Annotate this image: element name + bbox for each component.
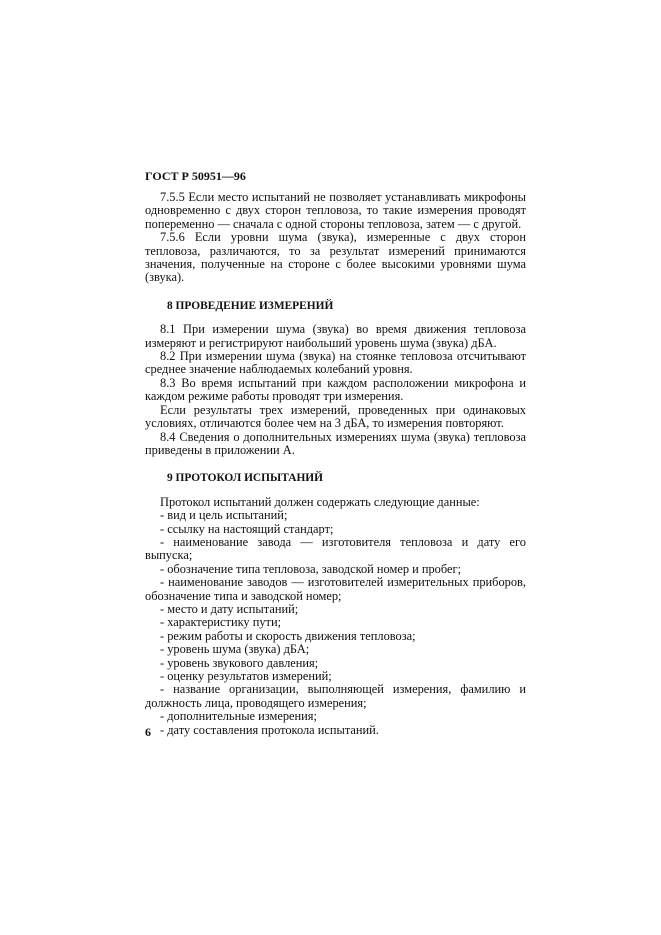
list-item: - дату составления протокола испытаний.: [160, 722, 379, 737]
list-item: - характеристику пути;: [160, 615, 282, 630]
paragraph-8-1: 8.1 При измерении шума (звука) во время движения тепловоза измеряют и регистрируют наибольший уровень шума (звука) дБА.: [145, 322, 526, 350]
list-item: - ссылку на настоящий стандарт;: [160, 521, 334, 536]
list-item: - вид и цель испытаний;: [160, 508, 288, 523]
list-item: - название организации, выполняющей измерения, фамилию и должность лица, проводящего измерения;: [145, 682, 526, 710]
paragraph-8-3: 8.3 Во время испытаний при каждом расположении микрофона и каждом режиме работы проводят три измерения.: [145, 375, 526, 404]
list-item: - обозначение типа тепловоза, заводской номер и пробег;: [160, 561, 462, 576]
spacer: [145, 457, 526, 472]
list-item: - наименование завода — изготовителя тепловоза и дату его выпуска;: [145, 534, 526, 563]
list-item: - дополнительные измерения;: [160, 709, 317, 724]
document-header: ГОСТ Р 50951—96: [145, 169, 246, 183]
spacer: [145, 285, 526, 300]
page-number: 6: [145, 725, 151, 739]
paragraph-7-5-5: 7.5.5 Если место испытаний не позволяет устанавливать микрофоны одновременно с двух сторон тепловоза, то такие измерения проводят попеременно — сначала с одной стороны тепловоза, затем — с другой.: [145, 190, 526, 231]
section-8-title: 8 ПРОВЕДЕНИЕ ИЗМЕРЕНИЙ: [167, 299, 334, 312]
list-item: - уровень звукового давления;: [160, 655, 319, 670]
paragraph-8-3-continued: Если результаты трех измерений, проведенных при одинаковых условиях, отличаются более чем на 3 дБА, то измерения повторяют.: [145, 402, 526, 431]
section-9-title: 9 ПРОТОКОЛ ИСПЫТАНИЙ: [167, 472, 324, 485]
section-9-intro: Протокол испытаний должен содержать следующие данные:: [160, 494, 480, 509]
list-item: - оценку результатов измерений;: [160, 669, 332, 683]
document-body: [145, 191, 526, 737]
list-item: - режим работы и скорость движения тепловоза;: [160, 628, 416, 643]
list-item: - наименование заводов — изготовителей измерительных приборов, обозначение типа и заводской номер;: [145, 575, 526, 603]
list-item: - место и дату испытаний;: [160, 601, 299, 616]
paragraph-8-4: 8.4 Сведения о дополнительных измерениях шума (звука) тепловоза приведены в приложении А.: [145, 429, 526, 457]
paragraph-7-5-6: 7.5.6 Если уровни шума (звука), измеренные с двух сторон тепловоза, различаются, то за результат измерений принимаются значения, полученные на стороне с более высокими уровнями шума (звука).: [145, 230, 526, 285]
list-item: - уровень шума (звука) дБА;: [160, 642, 310, 657]
paragraph-8-2: 8.2 При измерении шума (звука) на стоянке тепловоза отсчитывают среднее значение наблюдаемых колебаний уровня.: [145, 349, 526, 377]
